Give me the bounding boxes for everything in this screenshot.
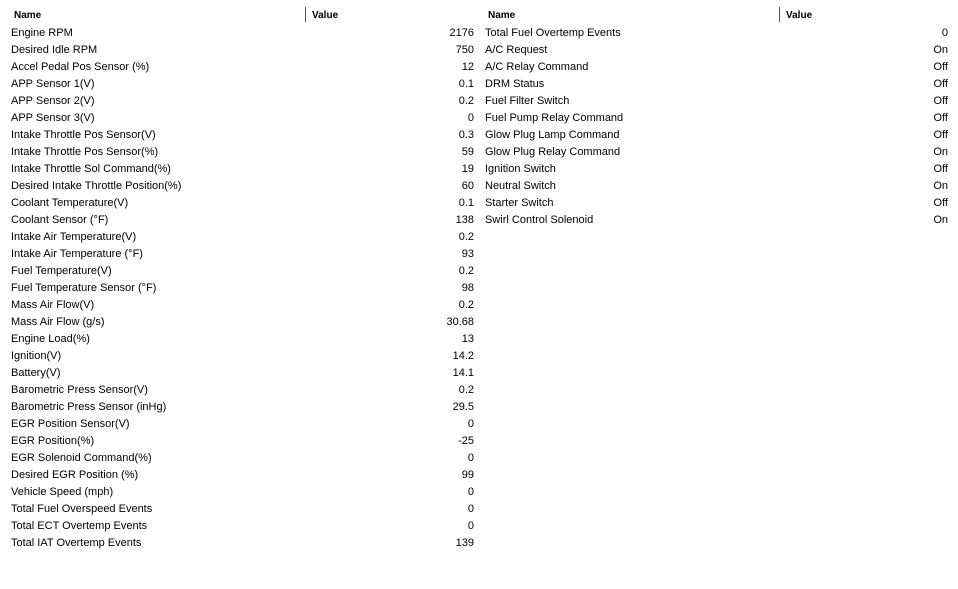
table-row[interactable]	[9, 76, 475, 93]
parameter-name: Total Fuel Overtemp Events	[485, 27, 621, 39]
parameter-name: Mass Air Flow (g/s)	[11, 316, 105, 328]
parameter-name: Fuel Temperature Sensor (°F)	[11, 282, 157, 294]
parameter-value: 0.2	[458, 265, 474, 277]
table-row[interactable]	[9, 229, 475, 246]
table-row[interactable]	[9, 195, 475, 212]
table-row[interactable]	[483, 110, 949, 127]
parameter-name: Desired Idle RPM	[11, 44, 98, 56]
parameter-value: 138	[455, 214, 474, 226]
parameter-value: 0.3	[458, 129, 474, 141]
parameter-name: Barometric Press Sensor(V)	[11, 384, 148, 396]
parameter-name: Battery(V)	[11, 367, 61, 379]
table-row[interactable]	[9, 314, 475, 331]
parameter-value: On	[933, 180, 948, 192]
column-header-name[interactable]: Name	[14, 10, 42, 21]
parameter-name: Engine RPM	[11, 27, 73, 39]
parameter-name: Engine Load(%)	[11, 333, 90, 345]
table-row[interactable]	[9, 263, 475, 280]
parameter-name: Vehicle Speed (mph)	[11, 486, 114, 498]
parameter-value: 13	[461, 333, 474, 345]
parameter-name: EGR Position Sensor(V)	[11, 418, 130, 430]
parameter-value: 0.1	[458, 197, 474, 209]
right-table-header	[483, 7, 949, 24]
table-row[interactable]	[9, 93, 475, 110]
parameter-value: 12	[461, 61, 474, 73]
parameter-value: 750	[455, 44, 474, 56]
table-row[interactable]	[9, 161, 475, 178]
parameter-name: Coolant Temperature(V)	[11, 197, 129, 209]
parameter-value: 98	[461, 282, 474, 294]
parameter-name: Ignition(V)	[11, 350, 62, 362]
parameter-name: Accel Pedal Pos Sensor (%)	[11, 61, 150, 73]
table-row[interactable]	[483, 25, 949, 42]
column-header-value[interactable]: Value	[312, 10, 339, 21]
parameter-name: Intake Throttle Pos Sensor(V)	[11, 129, 156, 141]
table-row[interactable]	[9, 297, 475, 314]
table-row[interactable]	[483, 59, 949, 76]
parameter-name: Intake Throttle Sol Command(%)	[11, 163, 171, 175]
parameter-value: Off	[933, 78, 948, 90]
table-row[interactable]	[9, 42, 475, 59]
parameter-name: Fuel Pump Relay Command	[485, 112, 624, 124]
table-row[interactable]	[9, 178, 475, 195]
parameter-name: Intake Throttle Pos Sensor(%)	[11, 146, 159, 158]
table-row[interactable]	[483, 212, 949, 229]
parameter-name: Ignition Switch	[485, 163, 556, 175]
parameter-value: 0	[467, 503, 474, 515]
table-row[interactable]	[9, 144, 475, 161]
table-row[interactable]	[9, 110, 475, 127]
parameter-value: On	[933, 214, 948, 226]
parameter-value: Off	[933, 129, 948, 141]
parameter-value: 0.2	[458, 95, 474, 107]
parameter-name: A/C Request	[485, 44, 548, 56]
parameter-name: Desired EGR Position (%)	[11, 469, 139, 481]
table-row[interactable]	[9, 399, 475, 416]
parameter-name: Swirl Control Solenoid	[485, 214, 594, 226]
table-row[interactable]	[9, 484, 475, 501]
table-row[interactable]	[483, 178, 949, 195]
parameter-name: DRM Status	[485, 78, 545, 90]
right-data-table	[483, 7, 949, 229]
parameter-value: 29.5	[452, 401, 474, 413]
parameter-name: Starter Switch	[485, 197, 554, 209]
parameter-value: 19	[461, 163, 474, 175]
column-header-name[interactable]: Name	[488, 10, 516, 21]
left-table-body	[9, 25, 475, 552]
parameter-value: 0	[467, 418, 474, 430]
table-row[interactable]	[9, 280, 475, 297]
parameter-value: 0	[467, 520, 474, 532]
parameter-name: Fuel Filter Switch	[485, 95, 570, 107]
parameter-name: Coolant Sensor (°F)	[11, 214, 109, 226]
parameter-name: APP Sensor 3(V)	[11, 112, 95, 124]
column-resize-handle[interactable]	[305, 7, 306, 22]
parameter-name: A/C Relay Command	[485, 61, 589, 73]
parameter-name: Total ECT Overtemp Events	[11, 520, 148, 532]
parameter-value: 99	[461, 469, 474, 481]
parameter-name: Mass Air Flow(V)	[11, 299, 95, 311]
parameter-value: Off	[933, 197, 948, 209]
parameter-name: Barometric Press Sensor (inHg)	[11, 401, 167, 413]
table-row[interactable]	[9, 433, 475, 450]
table-row[interactable]	[483, 42, 949, 59]
parameter-name: Fuel Temperature(V)	[11, 265, 112, 277]
table-row[interactable]	[483, 127, 949, 144]
table-row[interactable]	[9, 246, 475, 263]
table-row[interactable]	[483, 161, 949, 178]
parameter-value: On	[933, 44, 948, 56]
parameter-name: Glow Plug Lamp Command	[485, 129, 620, 141]
parameter-name: Intake Air Temperature (°F)	[11, 248, 143, 260]
table-row[interactable]	[9, 212, 475, 229]
table-row[interactable]	[483, 195, 949, 212]
parameter-value: 139	[455, 537, 474, 549]
table-row[interactable]	[9, 348, 475, 365]
parameter-name: EGR Solenoid Command(%)	[11, 452, 152, 464]
parameter-value: Off	[933, 163, 948, 175]
parameter-name: EGR Position(%)	[11, 435, 95, 447]
parameter-name: Desired Intake Throttle Position(%)	[11, 180, 182, 192]
table-row[interactable]	[483, 93, 949, 110]
parameter-value: -25	[458, 435, 474, 447]
parameter-value: Off	[933, 95, 948, 107]
table-row[interactable]	[9, 25, 475, 42]
parameter-value: Off	[933, 112, 948, 124]
parameter-value: Off	[933, 61, 948, 73]
table-row[interactable]	[9, 382, 475, 399]
parameter-value: 0	[467, 112, 474, 124]
parameter-value: 14.1	[452, 367, 474, 379]
parameter-name: APP Sensor 2(V)	[11, 95, 95, 107]
parameter-value: 0	[467, 452, 474, 464]
column-resize-handle[interactable]	[779, 7, 780, 22]
table-row[interactable]	[9, 416, 475, 433]
right-table-body	[483, 25, 949, 229]
table-row[interactable]	[483, 144, 949, 161]
left-table-header	[9, 7, 475, 24]
table-row[interactable]	[9, 365, 475, 382]
parameter-value: 0.2	[458, 384, 474, 396]
table-row[interactable]	[9, 59, 475, 76]
parameter-value: 0.2	[458, 299, 474, 311]
parameter-name: Intake Air Temperature(V)	[11, 231, 137, 243]
parameter-value: 60	[461, 180, 474, 192]
parameter-name: APP Sensor 1(V)	[11, 78, 95, 90]
parameter-value: On	[933, 146, 948, 158]
table-row[interactable]	[9, 467, 475, 484]
table-row[interactable]	[483, 76, 949, 93]
parameter-value: 59	[461, 146, 474, 158]
table-row[interactable]	[9, 127, 475, 144]
parameter-value: 0	[467, 486, 474, 498]
parameter-value: 2176	[449, 27, 474, 39]
table-row[interactable]	[9, 535, 475, 552]
parameter-value: 0.2	[458, 231, 474, 243]
parameter-value: 0.1	[458, 78, 474, 90]
parameter-name: Neutral Switch	[485, 180, 556, 192]
table-row[interactable]	[9, 518, 475, 535]
parameter-name: Total Fuel Overspeed Events	[11, 503, 153, 515]
parameter-name: Glow Plug Relay Command	[485, 146, 621, 158]
parameter-value: 14.2	[452, 350, 474, 362]
table-row[interactable]	[9, 450, 475, 467]
parameter-name: Total IAT Overtemp Events	[11, 537, 142, 549]
table-row[interactable]	[9, 331, 475, 348]
parameter-value: 0	[941, 27, 948, 39]
table-row[interactable]	[9, 501, 475, 518]
column-header-value[interactable]: Value	[786, 10, 813, 21]
left-data-table	[9, 7, 475, 552]
parameter-value: 30.68	[446, 316, 474, 328]
parameter-value: 93	[461, 248, 474, 260]
